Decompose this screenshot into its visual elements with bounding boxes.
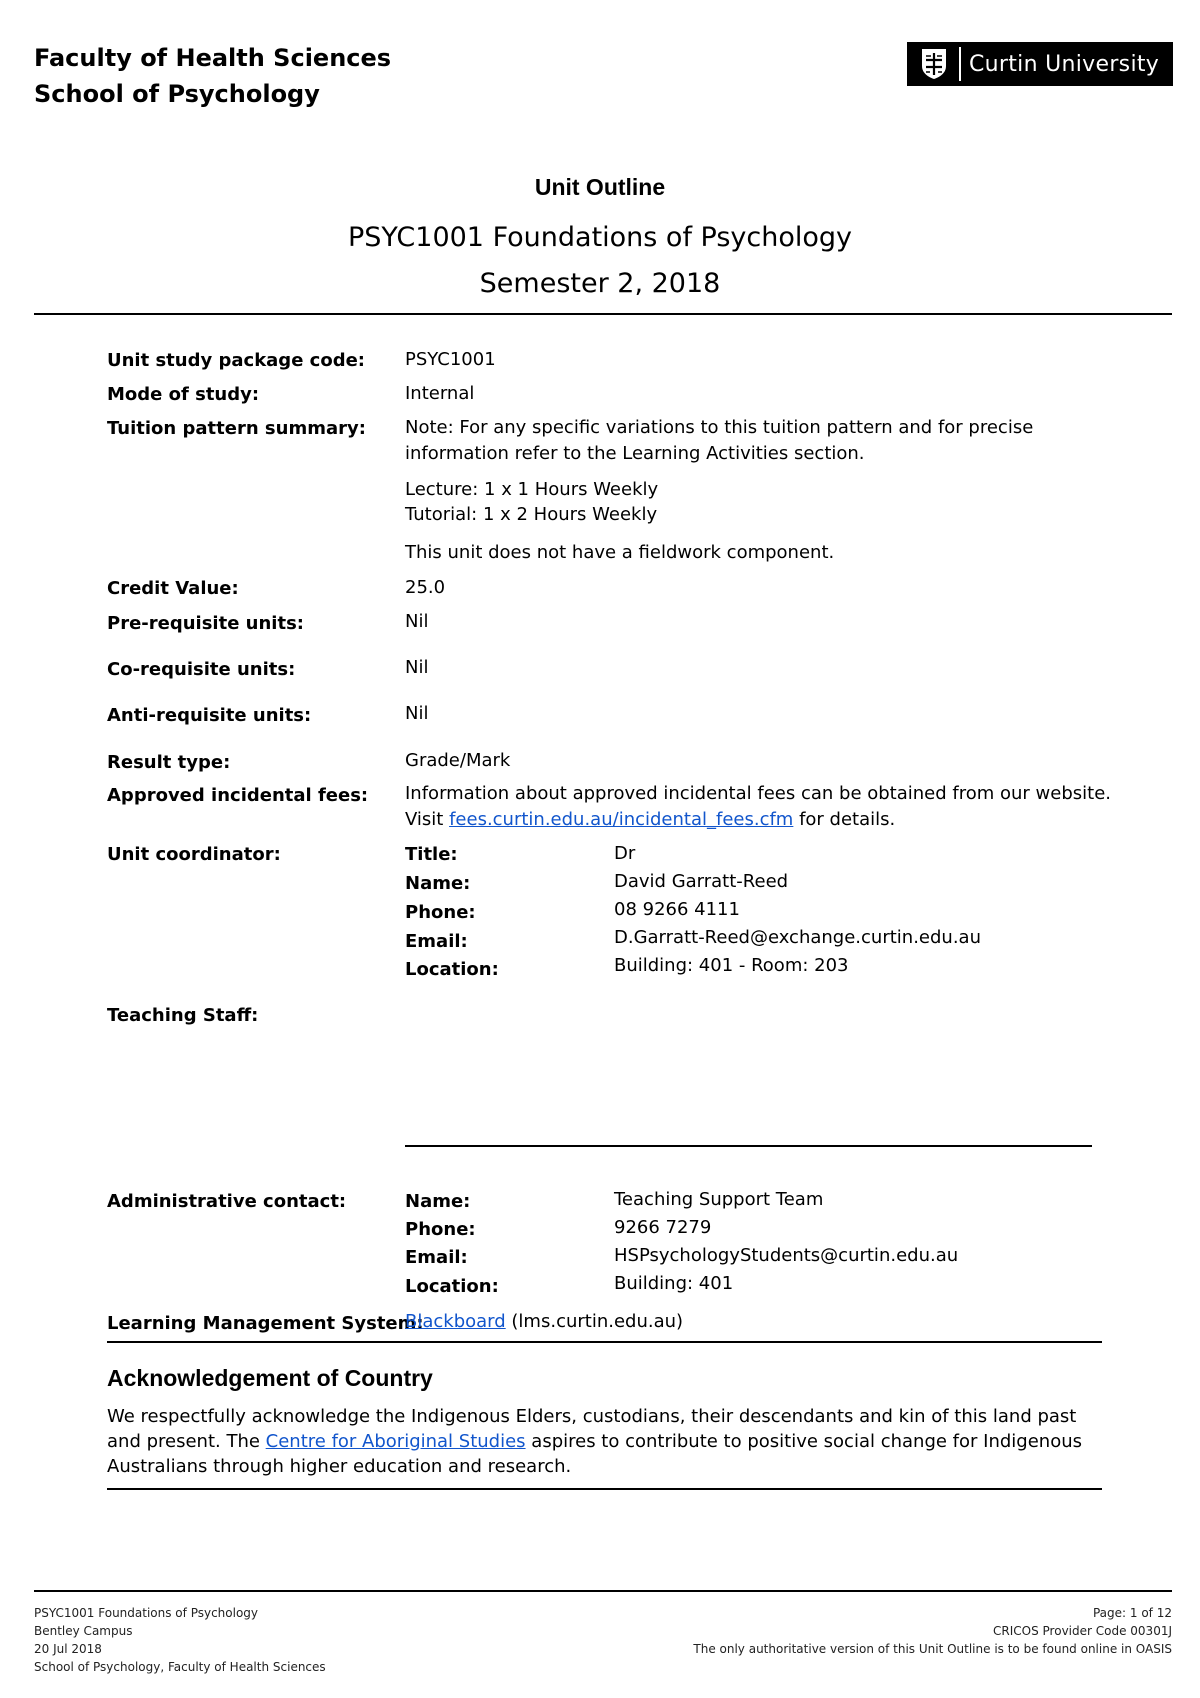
admin-phone-label: Phone: [405, 1219, 476, 1240]
footer-right [693, 1604, 1172, 1658]
coordinator-title-label: Title: [405, 844, 458, 865]
teaching-staff-label: Teaching Staff: [107, 1005, 259, 1026]
lms-url-text: (lms.curtin.edu.au) [505, 1311, 684, 1332]
school-name: School of Psychology [34, 80, 320, 108]
fees-after-text: for details. [793, 809, 896, 830]
code-value: PSYC1001 [405, 349, 496, 370]
result-label: Result type: [107, 752, 231, 773]
crest-icon [919, 47, 949, 81]
credit-label: Credit Value: [107, 578, 239, 599]
mode-label: Mode of study: [107, 384, 260, 405]
antireq-value: Nil [405, 703, 429, 724]
coordinator-phone-value: 08 9266 4111 [614, 899, 740, 920]
coordinator-location-label: Location: [405, 959, 499, 980]
footer-unit: PSYC1001 Foundations of Psychology [34, 1606, 259, 1620]
footer-cricos: CRICOS Provider Code 00301J [993, 1624, 1172, 1638]
header-divider [34, 313, 1172, 315]
coordinator-location-value: Building: 401 - Room: 203 [614, 955, 849, 976]
acknowledgement-divider [107, 1488, 1102, 1490]
centre-aboriginal-studies-link[interactable]: Centre for Aboriginal Studies [265, 1431, 526, 1452]
coordinator-phone-label: Phone: [405, 902, 476, 923]
blackboard-link[interactable]: Blackboard [405, 1311, 506, 1332]
footer-page-number: Page: 1 of 12 [1092, 1606, 1172, 1620]
unit-title: PSYC1001 Foundations of Psychology [347, 222, 853, 253]
logo-text: Curtin University [969, 51, 1160, 77]
fees-line-2 [405, 807, 895, 833]
acknowledgement-text-after: aspires to contribute to positive social change for Indigenous Australians through higher education and research. [107, 1431, 1082, 1477]
coordinator-name-value: David Garratt-Reed [614, 871, 789, 892]
tuition-lecture: Lecture: 1 x 1 Hours Weekly [405, 479, 659, 500]
fees-line-1: Information about approved incidental fees can be obtained from our website. [405, 783, 1111, 804]
lms-divider [107, 1341, 1102, 1343]
teaching-staff-divider [405, 1145, 1092, 1147]
coordinator-name-label: Name: [405, 873, 471, 894]
faculty-name: Faculty of Health Sciences [34, 44, 392, 72]
tuition-label: Tuition pattern summary: [107, 418, 366, 439]
coreq-label: Co-requisite units: [107, 659, 296, 680]
lms-value [405, 1309, 683, 1335]
tuition-fieldwork: This unit does not have a fieldwork component. [405, 542, 835, 563]
footer-school: School of Psychology, Faculty of Health Sciences [34, 1660, 326, 1674]
tuition-tutorial: Tutorial: 1 x 2 Hours Weekly [405, 504, 658, 525]
tuition-note-1: Note: For any specific variations to this tuition pattern and for precise [405, 417, 1034, 438]
prereq-value: Nil [405, 611, 429, 632]
tuition-note-2: information refer to the Learning Activities section. [405, 443, 865, 464]
admin-name-label: Name: [405, 1191, 471, 1212]
prereq-label: Pre-requisite units: [107, 613, 304, 634]
semester: Semester 2, 2018 [479, 268, 721, 299]
acknowledgement-title: Acknowledgement of Country [107, 1365, 433, 1391]
admin-email-label: Email: [405, 1247, 468, 1268]
mode-value: Internal [405, 383, 475, 404]
admin-label: Administrative contact: [107, 1191, 347, 1212]
fees-visit-text: Visit [405, 809, 450, 830]
footer-divider [34, 1590, 1172, 1592]
acknowledgement-text [107, 1404, 1107, 1479]
credit-value: 25.0 [405, 577, 446, 598]
curtin-logo [907, 42, 1173, 86]
admin-location-value: Building: 401 [614, 1273, 734, 1294]
footer-authoritative-note: The only authoritative version of this Unit Outline is to be found online in OASIS [693, 1642, 1172, 1656]
result-value: Grade/Mark [405, 750, 511, 771]
lms-label: Learning Management System: [107, 1313, 424, 1334]
footer-left [34, 1604, 326, 1676]
admin-email-value: HSPsychologyStudents@curtin.edu.au [614, 1245, 959, 1266]
admin-name-value: Teaching Support Team [614, 1189, 824, 1210]
footer-campus: Bentley Campus [34, 1624, 133, 1638]
coordinator-email-label: Email: [405, 931, 468, 952]
admin-location-label: Location: [405, 1276, 499, 1297]
admin-phone-value: 9266 7279 [614, 1217, 712, 1238]
coreq-value: Nil [405, 657, 429, 678]
document-type: Unit Outline [534, 174, 666, 200]
coordinator-label: Unit coordinator: [107, 844, 281, 865]
faculty-school-heading [34, 40, 391, 112]
fees-link[interactable]: fees.curtin.edu.au/incidental_fees.cfm [449, 809, 794, 830]
antireq-label: Anti-requisite units: [107, 705, 312, 726]
coordinator-title-value: Dr [614, 843, 636, 864]
code-label: Unit study package code: [107, 350, 365, 371]
acknowledgement-text-before: We respectfully acknowledge the Indigenous Elders, custodians, their descendants and kin of this land past and present. The [107, 1406, 1077, 1452]
footer-date: 20 Jul 2018 [34, 1642, 102, 1656]
fees-label: Approved incidental fees: [107, 785, 369, 806]
logo-divider [959, 47, 961, 81]
coordinator-email-value: D.Garratt-Reed@exchange.curtin.edu.au [614, 927, 981, 948]
